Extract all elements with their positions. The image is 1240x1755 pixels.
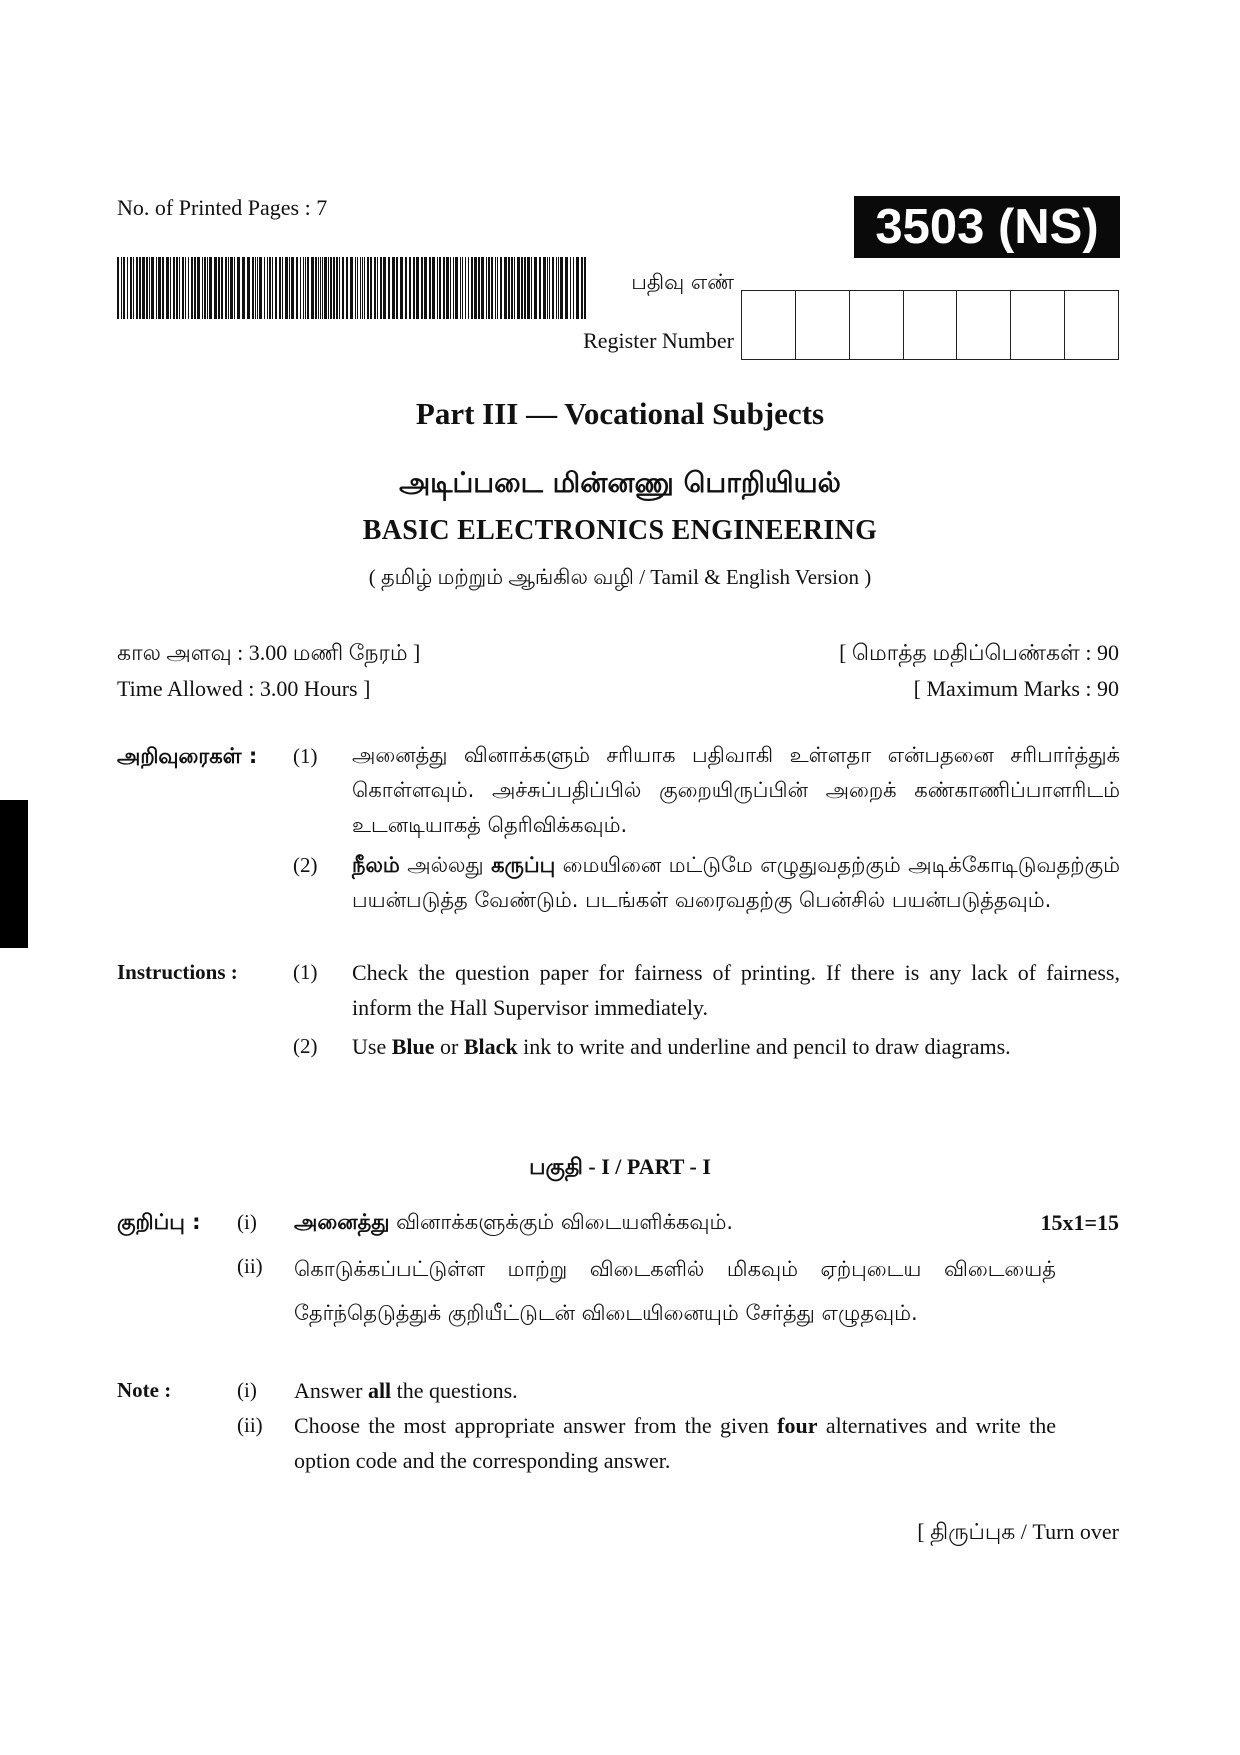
note-label-tamil: குறிப்பு : [117,1210,201,1234]
instruction-number: (2) [293,853,318,877]
turn-over-note: [ திருப்புக / Turn over [917,1519,1119,1544]
register-digit-box[interactable] [849,291,903,359]
note-text-part: the questions. [391,1378,518,1403]
register-digit-box[interactable] [795,291,849,359]
time-allowed: Time Allowed : 3.00 Hours ] [117,676,371,701]
note-number: (i) [237,1210,257,1234]
note-text-tamil: கொடுக்கப்பட்டுள்ள மாற்று விடைகளில் மிகவும் ஏற்புடைய விடையைத் தேர்ந்தெடுத்துக் குறியீட்டுடன் விடையினையும் சேர்த்து எழுதவும். [294,1257,1056,1325]
note-text [294,1378,518,1404]
note-label: Note : [117,1378,172,1402]
note-text-tamil [294,1210,733,1237]
note-text-part: வினாக்களுக்கும் விடையளிக்கவும். [389,1210,734,1234]
part-title: Part III — Vocational Subjects [415,396,825,431]
register-number-label-tamil: பதிவு எண் [631,270,734,294]
subject-title-tamil: அடிப்படை மின்னணு பொறியியல் [399,466,841,499]
register-digit-box[interactable] [903,291,957,359]
instruction-text: Check the question paper for fairness of printing. If there is any lack of fairness, inform the Hall Supervisor immediately. [352,960,1120,1020]
instruction-number: (1) [293,960,318,984]
instruction-text-tamil [352,848,1120,918]
instructions-label-tamil: அறிவுரைகள் : [117,744,258,768]
note-text-part: Answer [294,1378,368,1403]
version-line: ( தமிழ் மற்றும் ஆங்கில வழி / Tamil & English Version ) [368,565,872,589]
emphasis-all: அனைத்து [294,1210,390,1234]
note-number: (i) [237,1378,257,1402]
barcode-image [117,257,587,319]
instruction-text-part: or [434,1034,464,1059]
register-digit-box[interactable] [1064,291,1118,359]
instruction-text-part: அல்லது [399,853,492,877]
paper-code-badge: 3503 (NS) [854,196,1120,258]
instruction-text-part: ink to write and underline and pencil to draw diagrams. [517,1034,1011,1059]
register-number-label: Register Number [583,328,734,353]
instruction-text [352,1029,1120,1064]
section-marks: 15x1=15 [1040,1210,1119,1235]
emphasis-blue: நீலம் [352,853,400,877]
note-text-part: alternatives and write the option code and the corresponding answer. [294,1413,1056,1473]
emphasis-all: all [367,1378,392,1403]
emphasis-four: four [777,1413,818,1438]
part-heading: பகுதி - I / PART - I [529,1154,711,1179]
emphasis-black: Black [463,1034,518,1059]
printed-pages-count: No. of Printed Pages : 7 [117,195,328,220]
instruction-number: (1) [293,744,318,768]
note-text [294,1408,1056,1478]
maximum-marks-tamil: [ மொத்த மதிப்பெண்கள் : 90 [839,640,1119,665]
subject-title: BASIC ELECTRONICS ENGINEERING [362,515,878,546]
page-edge-marker [0,800,28,948]
emphasis-blue: Blue [391,1034,435,1059]
instructions-label: Instructions : [117,960,238,984]
instruction-text-part: Use [352,1034,392,1059]
register-digit-box[interactable] [1010,291,1064,359]
note-number: (ii) [237,1254,263,1278]
register-digit-box[interactable] [742,291,795,359]
instruction-number: (2) [293,1034,318,1058]
time-allowed-tamil: கால அளவு : 3.00 மணி நேரம் ] [117,640,421,665]
instruction-text-tamil: அனைத்து வினாக்களும் சரியாக பதிவாகி உள்ளதா என்பதனை சரிபார்த்துக் கொள்ளவும். அச்சுப்பதிப்பில் குறையிருப்பின் அறைக் கண்காணிப்பாளரிடம் உடனடியாகத் தெரிவிக்கவும். [352,743,1120,837]
register-digit-box[interactable] [956,291,1010,359]
note-text-part: Choose the most appropriate answer from the given [294,1413,778,1438]
maximum-marks: [ Maximum Marks : 90 [913,676,1119,701]
emphasis-black: கருப்பு [491,853,556,877]
instruction-text-part: மையினை மட்டுமே எழுதுவதற்கும் அடிக்கோடிடுவதற்கும் பயன்படுத்த வேண்டும். படங்கள் வரைவதற்கு பென்சில் பயன்படுத்தவும். [352,853,1120,912]
register-number-boxes[interactable] [741,290,1119,360]
note-number: (ii) [237,1413,263,1437]
